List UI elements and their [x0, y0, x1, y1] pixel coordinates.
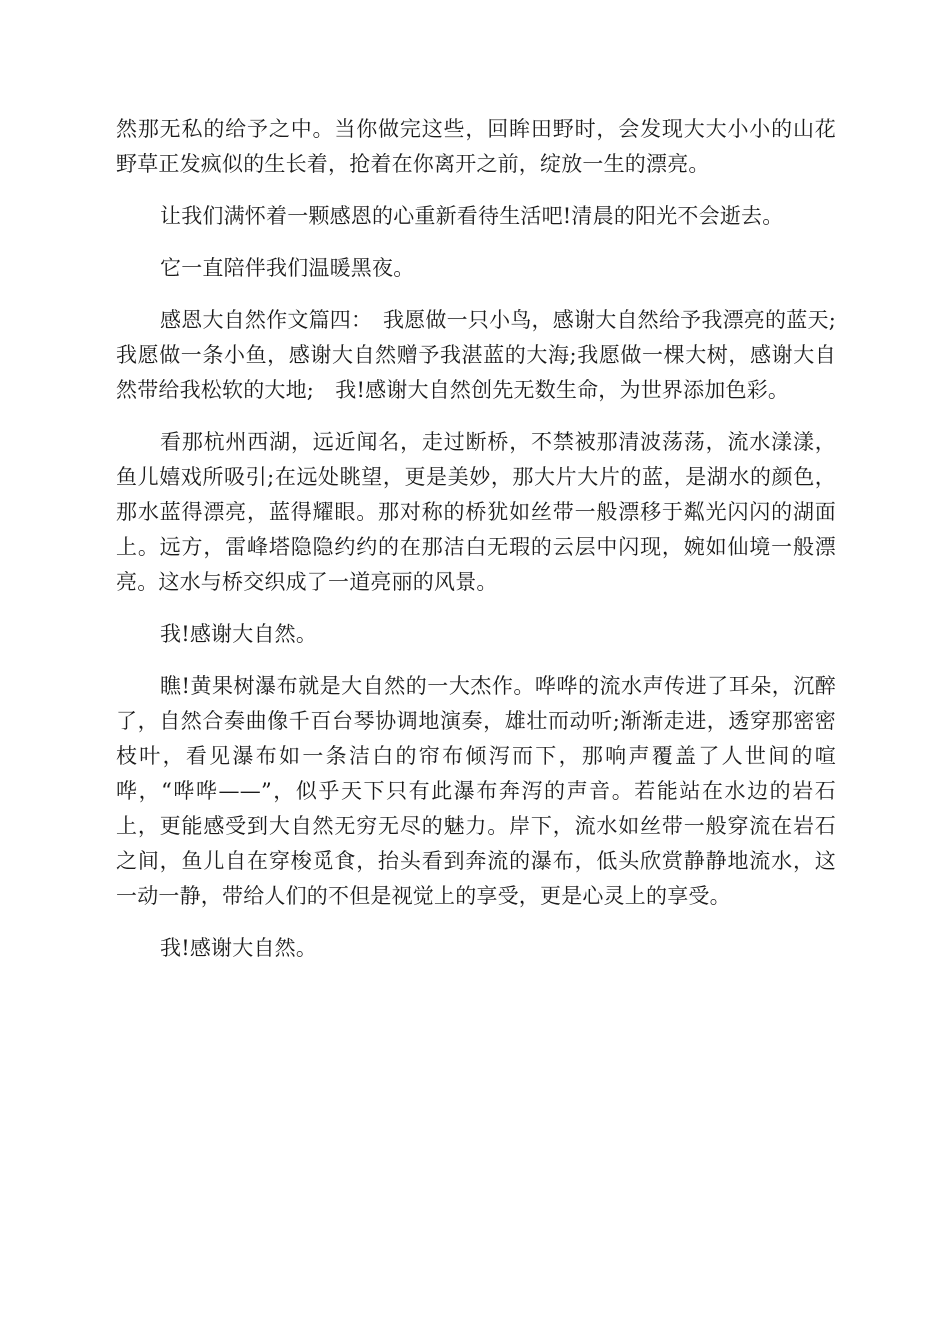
paragraph: 瞧!黄果树瀑布就是大自然的一大杰作。哗哗的流水声传进了耳朵，沉醉了，自然合奏曲像千百台琴协调地演奏，雄壮而动听;渐渐走进，透穿那密密枝叶，看见瀑布如一条洁白的帘布倾泻而下，那响声覆盖了人世间的喧哗，“哗哗——”，似乎天下只有此瀑布奔泻的声音。若能站在水边的岩石上，更能感受到大自然无穷无尽的魅力。岸下，流水如丝带一般穿流在岩石之间，鱼儿自在穿梭觅食，抬头看到奔流的瀑布，低头欣赏静静地流水，这一动一静，带给人们的不但是视觉上的享受，更是心灵上的享受。: [116, 674, 836, 908]
paragraph: 看那杭州西湖，远近闻名，走过断桥，不禁被那清波荡荡，流水漾漾，鱼儿嬉戏所吸引;在远处眺望，更是美妙，那大片大片的蓝，是湖水的颜色，那水蓝得漂亮，蓝得耀眼。那对称的桥犹如丝带一般漂移于粼光闪闪的湖面上。远方，雷峰塔隐隐约约的在那洁白无瑕的云层中闪现，婉如仙境一般漂亮。这水与桥交织成了一道亮丽的风景。: [116, 430, 836, 594]
paragraph: 我!感谢大自然。: [160, 622, 318, 646]
paragraph: 它一直陪伴我们温暖黑夜。: [160, 256, 415, 280]
paragraph: 让我们满怀着一颗感恩的心重新看待生活吧!清晨的阳光不会逝去。: [160, 204, 784, 228]
paragraph-continuation: 然那无私的给予之中。当你做完这些，回眸田野时，会发现大大小小的山花野草正发疯似的生长着，抢着在你离开之前，绽放一生的漂亮。: [116, 117, 836, 176]
paragraph-essay-four: 感恩大自然作文篇四： 我愿做一只小鸟，感谢大自然给予我漂亮的蓝天;我愿做一条小鱼，感谢大自然赠予我湛蓝的大海;我愿做一棵大树，感谢大自然带给我松软的大地; 我!感谢大自然创先无数生命，为世界添加色彩。: [116, 308, 836, 402]
paragraph: 我!感谢大自然。: [160, 936, 318, 960]
document-body: [116, 112, 836, 983]
